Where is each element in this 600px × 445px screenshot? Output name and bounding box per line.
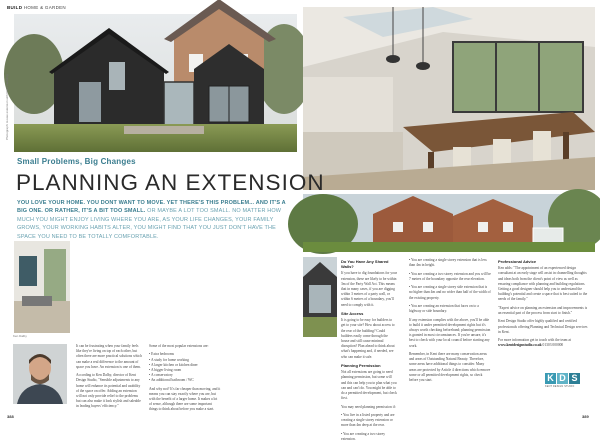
col1-paragraph-1: It can be frustrating when your family feels like they're living on top of each other, but often there are more practical solutions which can make a real difference to the amount of space you have. An extension is one of them.: [76, 344, 142, 369]
exterior-photo-illustration: [303, 257, 337, 337]
heading-planning-permission: Planning Permission: [341, 363, 381, 369]
heading-shared-walls: Do You Have Any Shared Walls?: [341, 259, 389, 270]
col5-paragraph-4: [498, 338, 590, 348]
header-brand: BUILD: [7, 5, 23, 10]
intro-rest: OR MAYBE A LOT TOO SMALL. NO MATTER HOW MUCH YOU MIGHT ENJOY LIVING WHERE YOU ARE, AS YOUR LIFE CHANGES, YOUR FAMILY GROWS, YOUR WORKING HABITS ALTER, YOU MIGHT FIND THAT YOU JUST DON'T HAVE THE SPACE YOU NEED TO BE TOTALLY COMFORTABLE.: [17, 208, 282, 240]
kitchen-photo: [303, 7, 595, 190]
kds-logo: [545, 373, 580, 388]
column-4: [409, 258, 491, 386]
column-2: [149, 344, 221, 416]
exterior-photo: [303, 257, 337, 337]
extension-types-list: [149, 352, 221, 383]
heading-professional-advice: Professional Advice: [498, 259, 537, 264]
list-item: • Extra bedrooms: [149, 352, 175, 357]
interior-photo-illustration: [14, 241, 70, 333]
col3-paragraph-2: It is going to be easy for builders to get to your site? How about access to the rear of the building? Could builders easily come through the house and still cause minimal disruption? Plan ahead to think about what's happening and, if needed, see who can make it safe.: [341, 318, 395, 359]
intro-lead: YOU LOVE YOUR HOME. YOU DONT WANT TO MOVE. YET THERE'S THIS PROBLEM... AND IT'S A BIG ONE. OR RATHER, IT'S A BIT TOO SMALL.: [17, 200, 286, 215]
col5-paragraph-2: "Expert advice on planning an extension and improvements is an essential part of the process from start to finish.": [498, 305, 588, 316]
list-item: • A larger kitchen or kitchen diner: [149, 362, 198, 367]
col3-bullet-2: • You are creating a two storey extension.: [341, 431, 386, 442]
house-photo-illustration: [303, 194, 595, 252]
col3-bullet-1: • You live in a listed property and are creating a single storey extension or more than 4m deep at the rear.: [341, 413, 395, 428]
website-link[interactable]: www.kentdesignstudio.co.uk: [498, 343, 542, 348]
hero-photo-illustration: [14, 14, 297, 152]
column-3: [341, 258, 397, 445]
col5-paragraph-1: Ken adds: "The appointment of an experienced design consultant at an early stage will assist in channelling thoughts and ideas both from the client's point of view as well as ensuring compliance with planning and building regulations. Getting a good designer should help you to understand the building's potential and create a space that is best suited to the needs of the family.": [498, 266, 588, 302]
house-photo: [303, 194, 595, 252]
col5-paragraph-3: Kent Design Studio offer highly qualified and certified professionals offering Planning and Technical Design services in Kent.: [498, 319, 588, 334]
column-1: [76, 344, 143, 413]
list-item: • A study for home working: [149, 357, 189, 362]
col3-paragraph-3: Not all extensions are going to need planning permission, but some will and this can help you to plan what you can and can't do. You might be able to do a permitted development, but check first.: [341, 370, 397, 401]
list-item: • An additional bathroom / WC: [149, 378, 194, 383]
header-section: HOME & GARDEN: [23, 5, 66, 10]
logo-letter-d: D: [557, 373, 568, 384]
running-header: [7, 5, 66, 10]
col4-bullet-4: • You are creating an extension that faces on to a highway or side boundary.: [409, 303, 479, 314]
logo-letter-s: S: [569, 373, 580, 384]
column-5: [498, 258, 590, 352]
col3-paragraph-1: If you have to dig foundations for your extension, these are likely to be within 3m of the Party Wall Act. This means that in many cases, if you are digging within 3 metres of a party wall, or within 6 metres of a boundary, you'll need to comply with it.: [341, 271, 397, 307]
page-number-left: 388: [7, 414, 14, 419]
col4-paragraph-2: Remember, in Kent there are many conservation areas and areas of Outstanding Natural Beauty. Therefore, some areas have additional things to consider. Many areas are protected by Article 4 directions which remove some or all permitted development rights, so check before you start.: [409, 351, 491, 382]
col4-bullet-2: • You are creating a two storey extension and you will be 7 metres of the boundary opposite the rear elevation.: [409, 271, 491, 281]
page-number-right: 389: [582, 414, 589, 419]
col2-intro: Some of the most popular extensions are:: [149, 344, 209, 348]
portrait-photo: [13, 344, 67, 404]
photo-credit-left: Photograph: House extension with black cladding: [5, 74, 9, 140]
phone-number: 01303 000000: [541, 343, 564, 348]
interior-photo: [14, 241, 70, 333]
article-intro: [17, 199, 295, 241]
col4-bullet-1: • You are creating a single storey extension that is less than 4m in height.: [409, 258, 487, 268]
list-item: • A conservatory: [149, 373, 173, 378]
col2-paragraph: And why not? It's far cheaper than moving, and it means you can stay exactly where you are, but with the benefit of a larger home. It makes a lot of sense, although there are some important things to think about before you make a start.: [149, 386, 221, 412]
hero-photo-extension: [14, 14, 297, 152]
col4-bullet-3: • You are creating a single storey side extension that is no higher than 4m and no wider than half of the width of the existing property.: [409, 285, 491, 300]
portrait-illustration: [13, 344, 67, 404]
kicker-heading: Small Problems, Big Changes: [17, 157, 136, 166]
col4-paragraph-1: If any extension complies with the above, you'll be able to build it under permitted development rights but it's always worth checking beforehand; planning permission is granted in most circumstances. If you're unsure, it's best to check with your local council before starting any work.: [409, 317, 491, 348]
logo-subtitle: KENT DESIGN STUDIO: [545, 385, 575, 388]
col3-paragraph-4: You may need planning permission if:: [341, 404, 396, 409]
kitchen-photo-illustration: [303, 7, 595, 190]
article-title: PLANNING AN EXTENSION: [16, 170, 325, 195]
heading-site-access: Site Access: [341, 311, 364, 317]
contact-text: For more information get in touch with the team at: [498, 338, 571, 343]
list-item: • A bigger living room: [149, 368, 182, 372]
logo-letter-k: K: [545, 373, 556, 384]
portrait-credit: Ken Dalby: [13, 334, 27, 338]
col1-paragraph-2: According to Ken Dalby, director of Kent Design Studio, "Sensible adjustments to any home will enhance its potential and usability of the space on offer. Adding an extension will not only provide relief to the problems but can also make it look stylish and saleable in leading buyers' efficiency.": [76, 373, 141, 409]
